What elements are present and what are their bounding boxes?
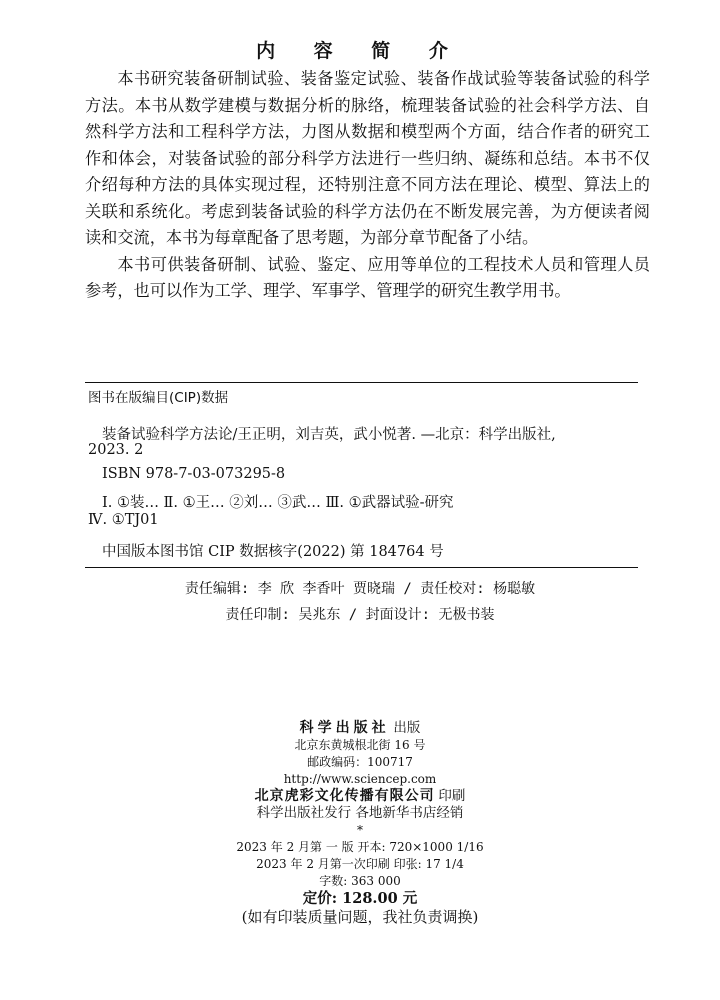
cip-top-rule (85, 382, 638, 383)
price: 定价: 128.00 元 (302, 890, 418, 907)
cip-title-line: 装备试验科学方法论/王正明，刘吉英，武小悦著. —北京：科学出版社, (102, 427, 556, 443)
intro-paragraph-1: 本书研究装备研制试验、装备鉴定试验、装备作战试验等装备试验的科学方法。本书从数学建模与数据分析的脉络，梳理装备试验的社会科学方法、自然科学方法和工程科学方法，力图从数据和模型两个方面，结合作者的研究工作和体会，对装备试验的部分科学方法进行一些归纳、凝练和总结。本书不仅介绍每种方法的具体实现过程，还特别注意不同方法在理论、模型、算法上的关联和系统化。考虑到装备试验的科学方法仍在不断发展完善，为方便读者阅读和交流，本书为每章配备了思考题，为部分章节配备了小结。 (85, 69, 650, 247)
printing-line: 2023 年 2 月第一次印刷 印张: 17 1/4 (256, 857, 464, 871)
cip-header: 图书在版编目(CIP)数据 (88, 390, 229, 406)
distribution-line: 科学出版社发行 各地新华书店经销 (256, 805, 464, 821)
printer-suffix: 印刷 (438, 788, 466, 804)
publisher-postcode: 邮政编码：100717 (307, 755, 413, 769)
cip-block (88, 386, 633, 566)
quality-note: (如有印装质量问题，我社负责调换) (241, 908, 479, 926)
publisher-name: 科学出版社 (299, 720, 390, 736)
publisher-line (0, 720, 720, 737)
staff-production: 责任印制: 吴兆东 / 封面设计: 无极书装 (225, 607, 495, 623)
publisher-suffix: 出版 (393, 720, 421, 736)
imprint-block (0, 720, 720, 926)
page-heading: 内 容 简 介 (256, 40, 464, 62)
intro-text (85, 66, 650, 305)
edition-line: 2023 年 2 月第 一 版 开本: 720×1000 1/16 (236, 840, 484, 854)
cip-isbn: ISBN 978-7-03-073295-8 (102, 466, 286, 482)
word-count: 字数: 363 000 (319, 874, 401, 888)
intro-paragraph-2: 本书可供装备研制、试验、鉴定、应用等单位的工程技术人员和管理人员参考，也可以作为工学、理学、军事学、管理学的研究生教学用书。 (85, 254, 650, 300)
cip-title-line-continued: 2023. 2 (88, 442, 144, 458)
printer-name: 北京虎彩文化传播有限公司 (254, 788, 435, 804)
cip-subject-line: Ⅰ. ①装… Ⅱ. ①王… ②刘… ③武… Ⅲ. ①武器试验-研究 (102, 495, 454, 511)
cip-number: 中国版本图书馆 CIP 数据核字(2022) 第 184764 号 (102, 544, 444, 560)
printer-line (0, 788, 720, 805)
cip-subject-line-continued: Ⅳ. ①TJ01 (88, 512, 159, 528)
separator-star: * (357, 823, 363, 837)
staff-editors: 责任编辑: 李 欣 李香叶 贾晓瑞 / 责任校对: 杨聪敏 (184, 581, 536, 597)
publisher-website: http://www.sciencep.com (283, 772, 437, 786)
publisher-address: 北京东黄城根北街 16 号 (294, 738, 426, 752)
cip-bottom-rule (85, 567, 638, 568)
